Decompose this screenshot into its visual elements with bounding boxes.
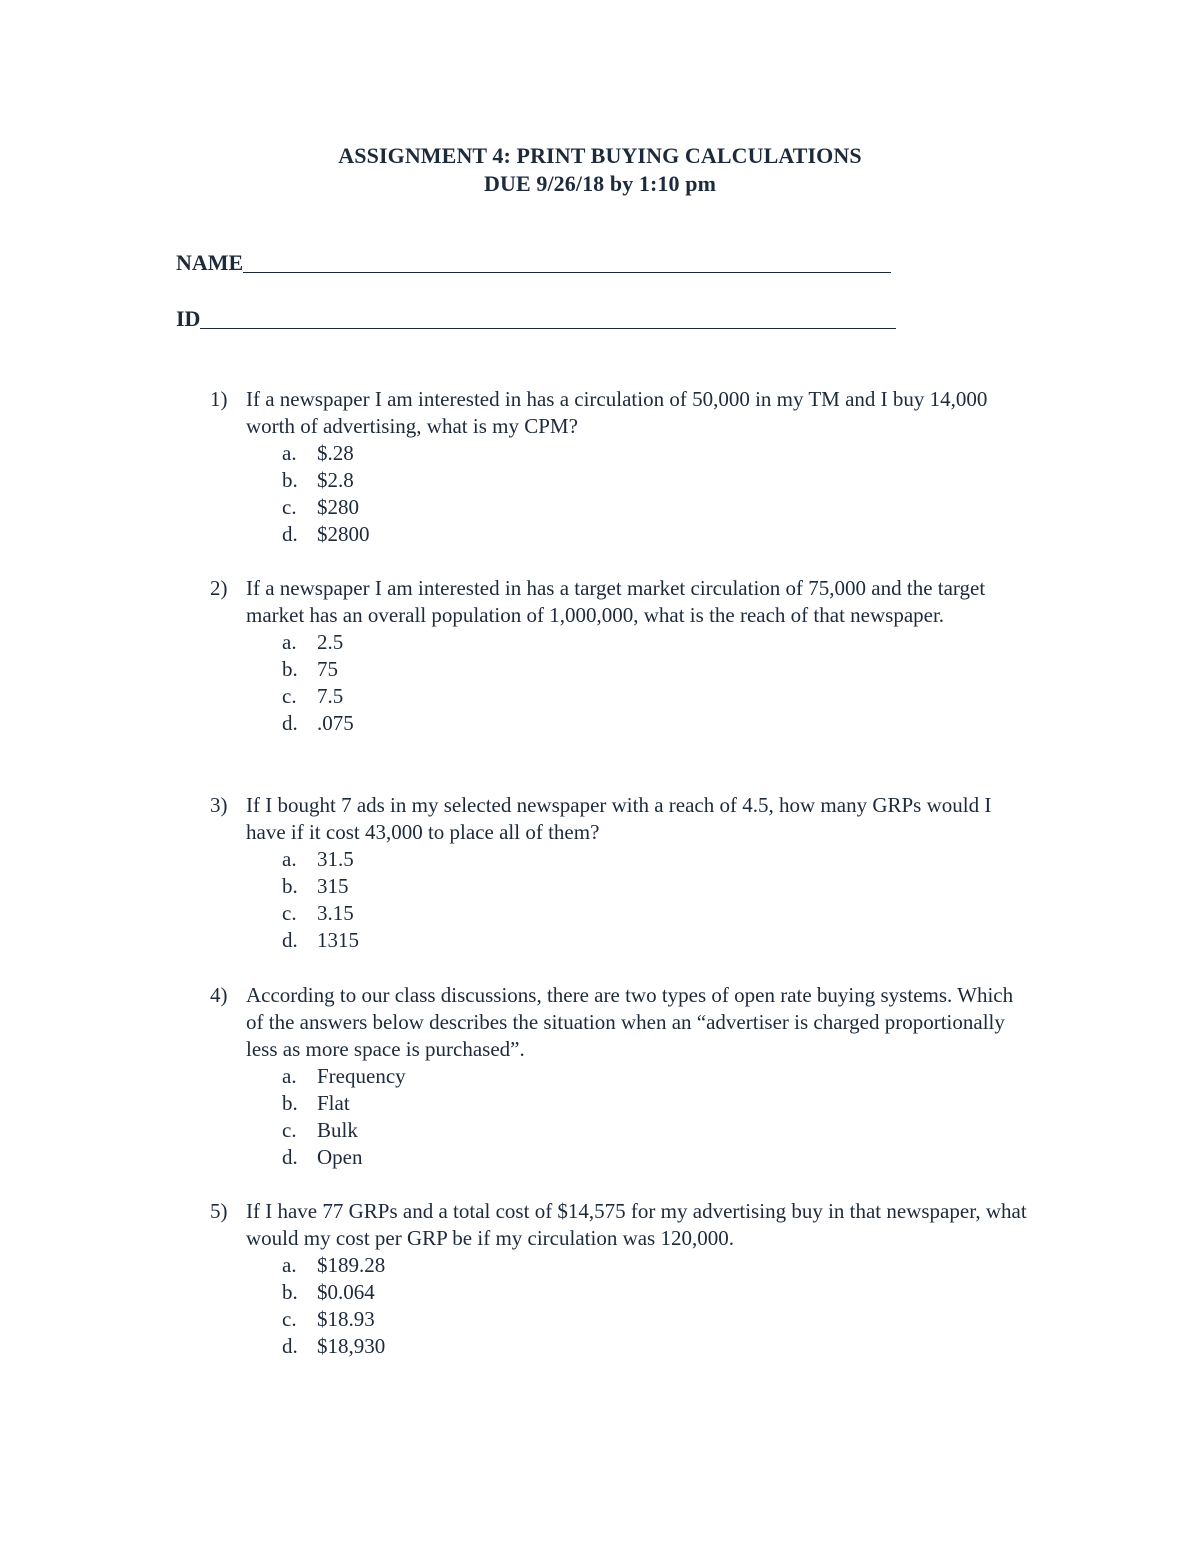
- name-blank-line[interactable]: [243, 252, 891, 273]
- answer-option-c[interactable]: [210, 900, 1030, 927]
- option-text: $0.064: [317, 1280, 375, 1304]
- answer-option-c[interactable]: [210, 683, 1030, 710]
- answer-option-b[interactable]: [210, 1279, 1030, 1306]
- option-letter: c.: [282, 684, 297, 708]
- answer-option-d[interactable]: [210, 710, 1030, 737]
- option-letter: b.: [282, 657, 298, 681]
- answer-option-c[interactable]: [210, 1306, 1030, 1333]
- option-letter: c.: [282, 1307, 297, 1331]
- question-1: [210, 386, 1030, 548]
- option-text: $18.93: [317, 1307, 375, 1331]
- question-text: According to our class discussions, there are two types of open rate buying systems. Which of the answers below describes the situation when an “advertiser is charged proportionally less as more space is purchased”.: [246, 983, 1014, 1061]
- option-text: Flat: [317, 1091, 350, 1115]
- option-text: $18,930: [317, 1334, 386, 1358]
- option-letter: d.: [282, 711, 298, 735]
- question-number: 2): [210, 576, 228, 600]
- question-number: 4): [210, 983, 228, 1007]
- question-5: [210, 1198, 1030, 1360]
- answer-options: [210, 1252, 1030, 1360]
- option-text: $2.8: [317, 468, 354, 492]
- answer-options: [210, 846, 1030, 954]
- option-text: Open: [317, 1145, 363, 1169]
- answer-option-c[interactable]: [210, 1117, 1030, 1144]
- question-3: [210, 792, 1030, 954]
- option-letter: b.: [282, 874, 298, 898]
- option-text: $.28: [317, 441, 354, 465]
- answer-option-d[interactable]: [210, 521, 1030, 548]
- option-letter: a.: [282, 847, 297, 871]
- option-text: 3.15: [317, 901, 354, 925]
- question-number: 5): [210, 1199, 228, 1223]
- option-letter: d.: [282, 1145, 298, 1169]
- option-letter: a.: [282, 441, 297, 465]
- question-4: [210, 982, 1030, 1171]
- id-field: [176, 306, 896, 332]
- answer-options: [210, 440, 1030, 548]
- name-label: NAME: [176, 250, 244, 275]
- option-text: 1315: [317, 928, 359, 952]
- option-text: 7.5: [317, 684, 344, 708]
- option-letter: b.: [282, 1091, 298, 1115]
- option-letter: d.: [282, 928, 298, 952]
- answer-option-b[interactable]: [210, 873, 1030, 900]
- name-field: [176, 250, 891, 276]
- answer-option-b[interactable]: [210, 467, 1030, 494]
- option-letter: c.: [282, 1118, 297, 1142]
- answer-option-b[interactable]: [210, 656, 1030, 683]
- question-text: If a newspaper I am interested in has a target market circulation of 75,000 and the target market has an overall population of 1,000,000, what is the reach of that newspaper.: [246, 576, 986, 627]
- answer-option-d[interactable]: [210, 1333, 1030, 1360]
- question-text: If I bought 7 ads in my selected newspaper with a reach of 4.5, how many GRPs would I have if it cost 43,000 to place all of them?: [246, 793, 992, 844]
- question-number: 1): [210, 387, 228, 411]
- question-text: If a newspaper I am interested in has a circulation of 50,000 in my TM and I buy 14,000 worth of advertising, what is my CPM?: [246, 387, 988, 438]
- option-text: .075: [317, 711, 354, 735]
- question-number: 3): [210, 793, 228, 817]
- option-letter: c.: [282, 901, 297, 925]
- option-text: $189.28: [317, 1253, 386, 1277]
- option-text: Frequency: [317, 1064, 406, 1088]
- answer-option-a[interactable]: [210, 846, 1030, 873]
- answer-option-d[interactable]: [210, 1144, 1030, 1171]
- assignment-title: ASSIGNMENT 4: PRINT BUYING CALCULATIONS: [338, 143, 862, 168]
- id-blank-line[interactable]: [200, 308, 896, 329]
- option-text: 2.5: [317, 630, 344, 654]
- question-text: If I have 77 GRPs and a total cost of $14,575 for my advertising buy in that newspaper, what would my cost per GRP be if my circulation was 120,000.: [246, 1199, 1027, 1250]
- option-letter: a.: [282, 1064, 297, 1088]
- option-text: $280: [317, 495, 359, 519]
- option-letter: d.: [282, 1334, 298, 1358]
- answer-option-c[interactable]: [210, 494, 1030, 521]
- answer-option-a[interactable]: [210, 440, 1030, 467]
- due-date: DUE 9/26/18 by 1:10 pm: [484, 171, 716, 196]
- answer-option-a[interactable]: [210, 629, 1030, 656]
- answer-options: [210, 629, 1030, 737]
- question-2: [210, 575, 1030, 737]
- answer-option-d[interactable]: [210, 927, 1030, 954]
- answer-option-b[interactable]: [210, 1090, 1030, 1117]
- id-label: ID: [176, 306, 201, 331]
- option-text: $2800: [317, 522, 370, 546]
- answer-option-a[interactable]: [210, 1063, 1030, 1090]
- option-letter: a.: [282, 630, 297, 654]
- option-text: Bulk: [317, 1118, 358, 1142]
- option-letter: a.: [282, 1253, 297, 1277]
- option-text: 315: [317, 874, 349, 898]
- option-text: 31.5: [317, 847, 354, 871]
- answer-options: [210, 1063, 1030, 1171]
- option-letter: c.: [282, 495, 297, 519]
- option-text: 75: [317, 657, 338, 681]
- option-letter: b.: [282, 1280, 298, 1304]
- option-letter: d.: [282, 522, 298, 546]
- option-letter: b.: [282, 468, 298, 492]
- answer-option-a[interactable]: [210, 1252, 1030, 1279]
